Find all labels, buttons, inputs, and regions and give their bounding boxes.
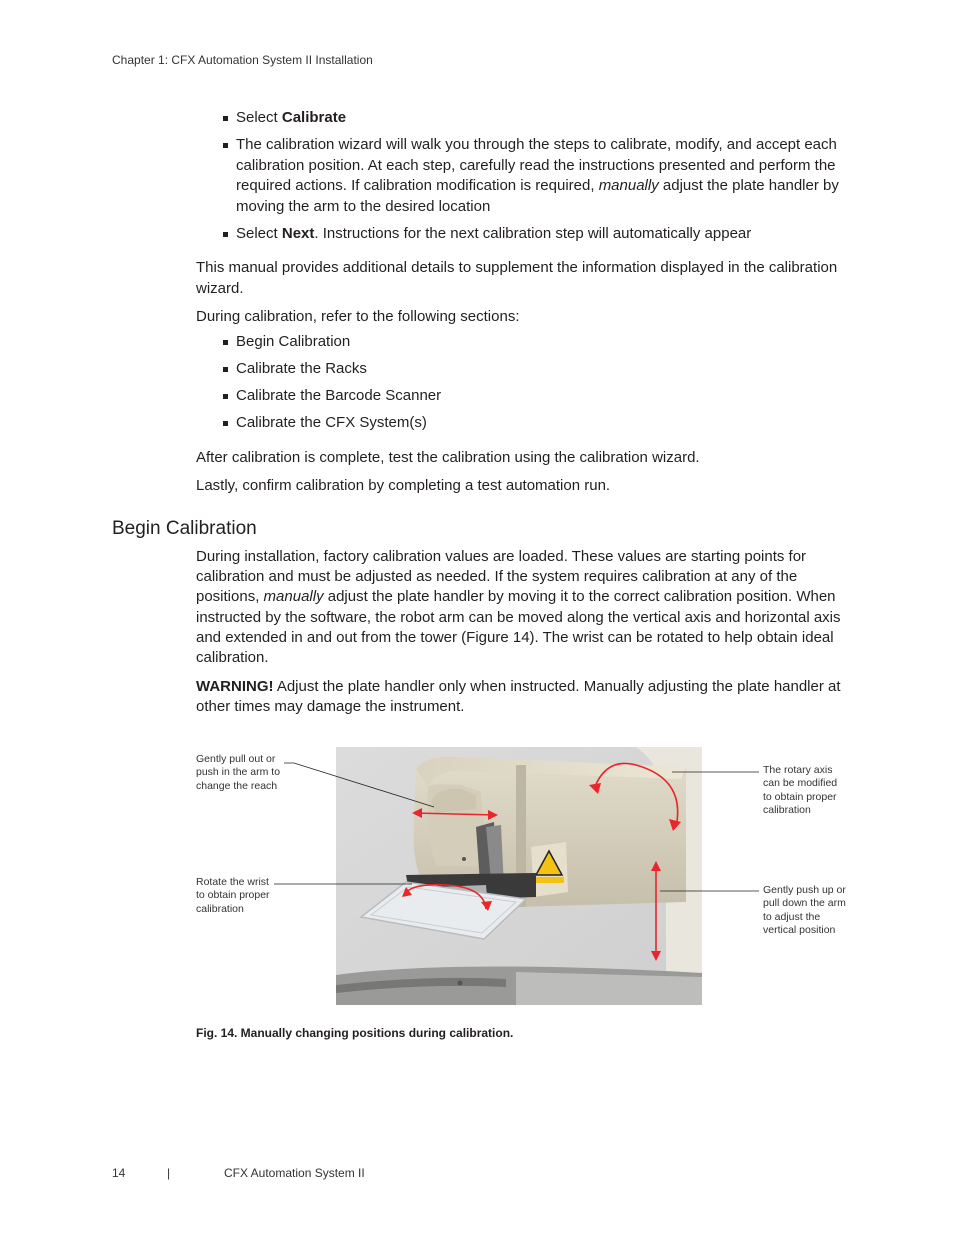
page-number: 14 xyxy=(112,1166,126,1180)
callout-rotary: The rotary axis can be modified to obtain proper calibration xyxy=(763,764,838,816)
list-item: Select Calibrate xyxy=(236,108,846,129)
callout-wrist: Rotate the wrist to obtain proper calibration xyxy=(196,876,270,915)
list-item: Calibrate the Barcode Scanner xyxy=(236,386,846,407)
section-heading: Begin Calibration xyxy=(112,518,257,539)
callout-reach: Gently pull out or push in the arm to change the reach xyxy=(196,753,281,792)
figure-caption: Fig. 14. Manually changing positions during calibration. xyxy=(196,1026,514,1040)
paragraph: After calibration is complete, test the calibration using the calibration wizard. xyxy=(196,448,700,466)
paragraph: During calibration, refer to the following sections: xyxy=(196,308,520,325)
running-header: Chapter 1: CFX Automation System II Installation xyxy=(112,53,373,67)
paragraph: Lastly, confirm calibration by completing a test automation run. xyxy=(196,477,611,495)
footer-product: CFX Automation System II xyxy=(224,1166,365,1180)
callout-leaders xyxy=(196,745,856,1015)
list-item: Calibrate the Racks xyxy=(236,359,846,380)
sections-list xyxy=(196,332,846,434)
steps-list xyxy=(196,108,846,244)
list-item: Begin Calibration xyxy=(236,332,846,353)
callout-vertical: Gently push up or pull down the arm to adjust the vertical position xyxy=(763,884,846,936)
paragraph: During installation, factory calibration values are loaded. These values are starting points for calibration and must be adjusted as needed. If the system requires calibration at any of the positions, manually adjust the plate handler by moving it to the correct calibration position. When instructed by the software, the robot arm can be moved along the vertical axis and horizontal axis and extended in and out from the tower (Figure 14). The wrist can be rotated to help obtain ideal calibration. xyxy=(196,548,841,667)
section-body xyxy=(196,547,846,718)
list-item: The calibration wizard will walk you through the steps to calibrate, modify, and accept each calibration position. At each step, carefully read the instructions presented and perform the required actions. If calibration modification is required, manually adjust the plate handler by moving the arm to the desired location xyxy=(236,135,846,217)
paragraph: This manual provides additional details to supplement the information displayed in the calibration wizard. xyxy=(196,259,838,297)
intro-content xyxy=(196,108,846,497)
figure-14 xyxy=(196,745,856,1015)
warning-paragraph: WARNING! Adjust the plate handler only when instructed. Manually adjusting the plate handler at other times may damage the instrument. xyxy=(196,678,841,716)
list-item: Calibrate the CFX System(s) xyxy=(236,413,846,434)
list-item: Select Next. Instructions for the next calibration step will automatically appear xyxy=(236,224,846,245)
footer-separator: | xyxy=(167,1166,171,1180)
